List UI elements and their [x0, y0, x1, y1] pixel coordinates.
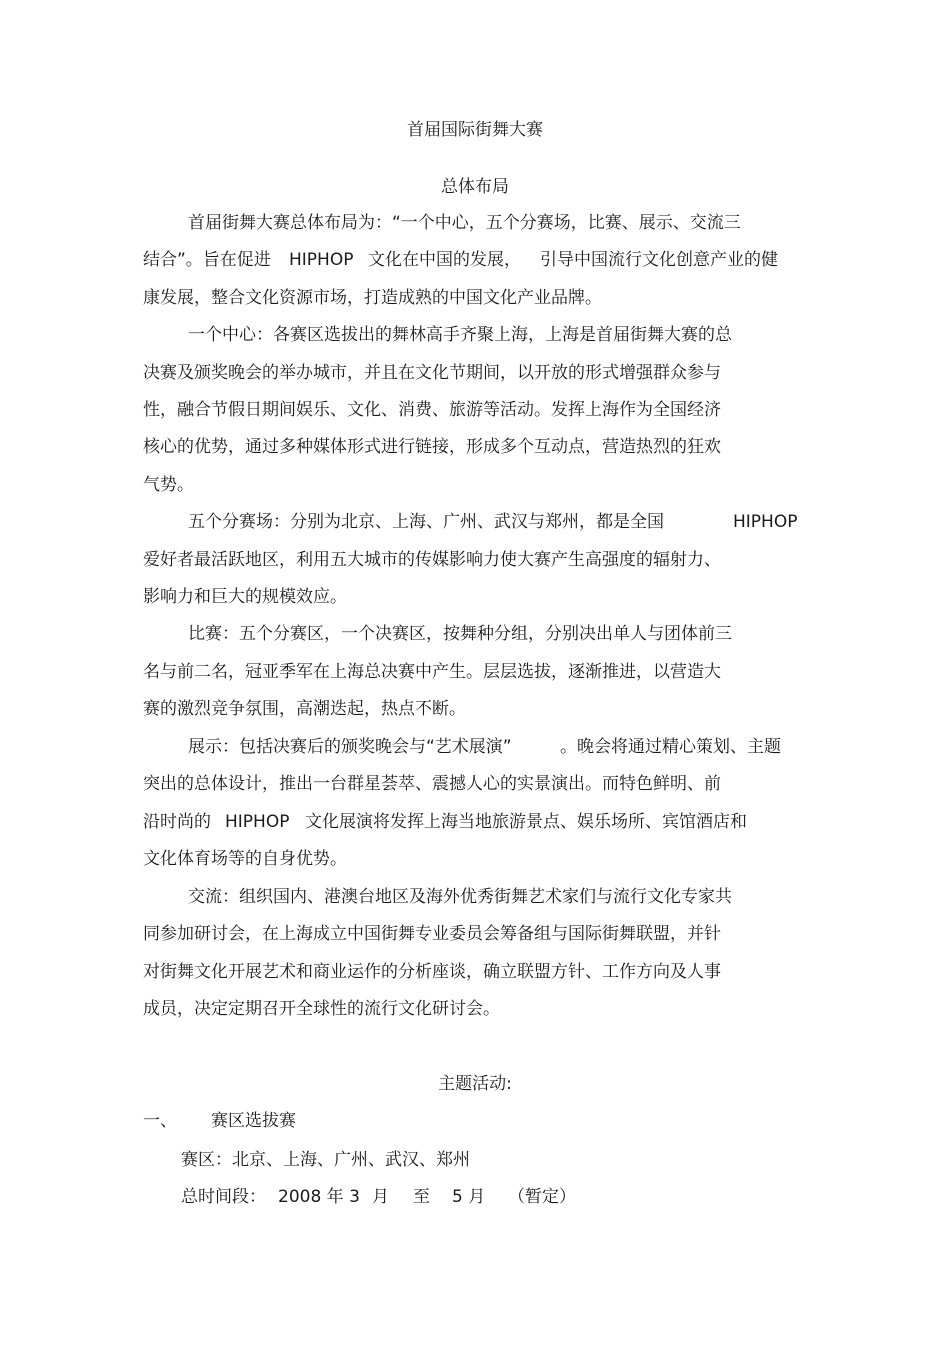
center-line-5: 气势。 — [143, 475, 194, 495]
period-note: （暂定） — [508, 1187, 576, 1207]
intro-line-3: 康发展，整合文化资源市场，打造成熟的中国文化产业品牌。 — [143, 288, 602, 308]
item-title: 赛区选拔赛 — [211, 1111, 296, 1131]
competition-line-1: 比赛：五个分赛区，一个决赛区，按舞种分组，分别决出单人与团体前三 — [188, 624, 732, 644]
exchange-line-2: 同参加研讨会，在上海成立中国街舞专业委员会筹备组与国际街舞联盟，并针 — [143, 924, 721, 944]
showcase-line-4: 文化体育场等的自身优势。 — [143, 849, 347, 869]
item-number: 一、 — [143, 1111, 177, 1131]
venues-line-2: 爱好者最活跃地区，利用五大城市的传媒影响力使大赛产生高强度的辐射力、 — [143, 550, 721, 570]
exchange-line-4: 成员，决定定期召开全球性的流行文化研讨会。 — [143, 999, 500, 1019]
venues-line-1-hiphop: HIPHOP — [733, 512, 798, 532]
period-label: 总时间段： — [181, 1187, 266, 1207]
exchange-line-1: 交流：组织国内、港澳台地区及海外优秀街舞艺术家们与流行文化专家共 — [188, 887, 732, 907]
intro-line-1: 首届街舞大赛总体布局为：“一个中心，五个分赛场，比赛、展示、交流三 — [188, 213, 741, 233]
period-month-2: 5 月 — [452, 1187, 486, 1207]
center-line-4: 核心的优势，通过多种媒体形式进行链接，形成多个互动点，营造热烈的狂欢 — [143, 437, 721, 457]
center-line-3: 性，融合节假日期间娱乐、文化、消费、旅游等活动。发挥上海作为全国经济 — [143, 400, 721, 420]
showcase-line-1a: 展示：包括决赛后的颁奖晚会与“艺术展演” — [188, 737, 512, 757]
competition-line-2: 名与前二名，冠亚季军在上海总决赛中产生。层层选拔，逐渐推进，以营造大 — [143, 662, 721, 682]
center-line-1: 一个中心：各赛区选拔出的舞林高手齐聚上海，上海是首届街舞大赛的总 — [188, 325, 732, 345]
center-line-2: 决赛及颁奖晚会的举办城市，并且在文化节期间，以开放的形式增强群众参与 — [143, 363, 721, 383]
item-regions: 赛区：北京、上海、广州、武汉、郑州 — [181, 1150, 470, 1170]
showcase-line-1b: 。晚会将通过精心策划、主题 — [560, 737, 781, 757]
showcase-line-2: 突出的总体设计，推出一台群星荟萃、震撼人心的实景演出。而特色鲜明、前 — [143, 774, 721, 794]
intro-line-2a: 结合”。旨在促进 — [143, 250, 271, 270]
showcase-line-3a: 沿时尚的 — [143, 812, 211, 832]
showcase-line-3c: 文化展演将发挥上海当地旅游景点、娱乐场所、宾馆酒店和 — [305, 812, 747, 832]
showcase-line-3-hiphop: HIPHOP — [225, 812, 290, 832]
venues-line-1a: 五个分赛场：分别为北京、上海、广州、武汉与郑州，都是全国 — [188, 512, 664, 532]
period-to: 至 — [413, 1187, 430, 1207]
section-heading-activities: 主题活动: — [438, 1074, 512, 1094]
section-heading-layout: 总体布局 — [441, 177, 509, 197]
intro-line-2-hiphop: HIPHOP — [289, 250, 354, 270]
period-year: 2008 年 3 — [278, 1187, 360, 1207]
venues-line-3: 影响力和巨大的规模效应。 — [143, 587, 347, 607]
period-month-1: 月 — [372, 1187, 389, 1207]
intro-line-2d: 引导中国流行文化创意产业的健 — [540, 250, 778, 270]
exchange-line-3: 对街舞文化开展艺术和商业运作的分析座谈，确立联盟方针、工作方向及人事 — [143, 962, 721, 982]
competition-line-3: 赛的激烈竞争氛围，高潮迭起，热点不断。 — [143, 699, 466, 719]
document-title: 首届国际街舞大赛 — [407, 120, 543, 140]
intro-line-2c: 文化在中国的发展， — [368, 250, 521, 270]
